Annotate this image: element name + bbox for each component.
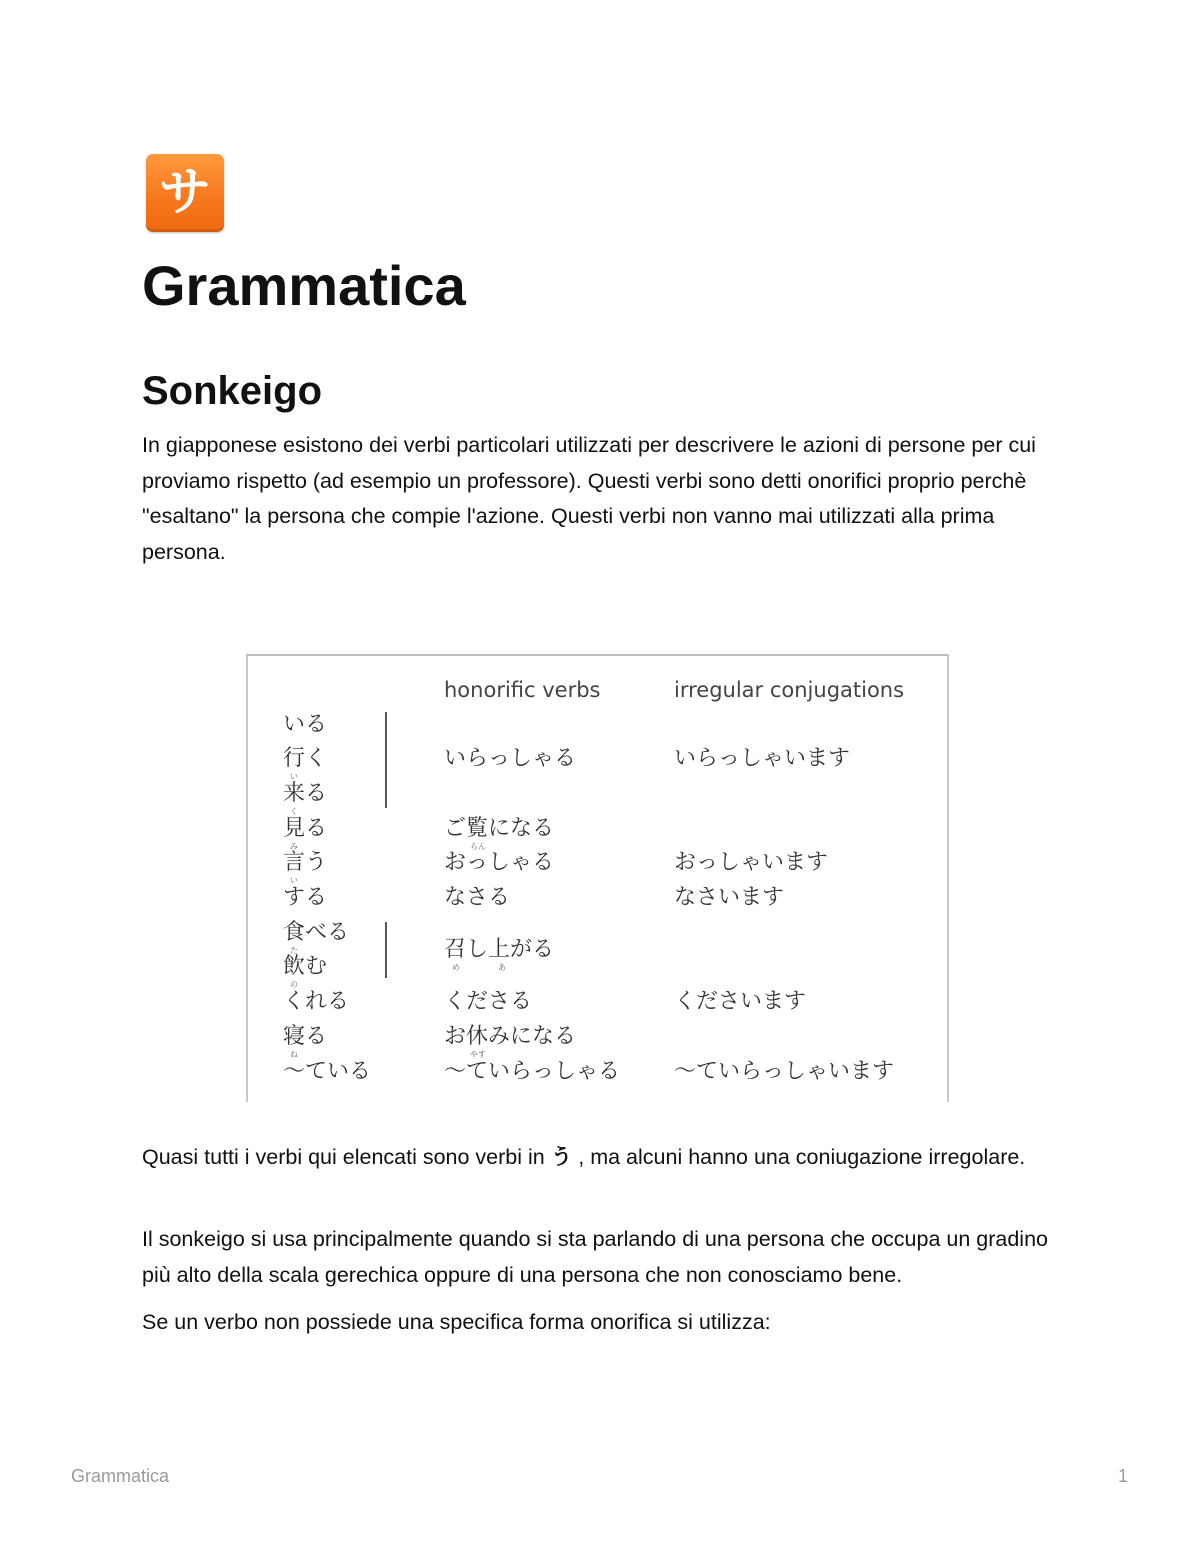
honorific-teirassharu: 〜ていらっしゃる <box>444 1059 621 1084</box>
page-title: Grammatica <box>142 254 466 317</box>
honorific-oyasumi-ni-naru: お休みになる <box>444 1024 577 1049</box>
irregular-irasshaimasu: いらっしゃいます <box>674 746 851 771</box>
verb-iru: いる <box>283 712 328 737</box>
furigana-meshi: め <box>452 963 460 972</box>
paragraph-u-verbs-after: , ma alcuni hanno una coniugazione irregolare. <box>578 1145 1026 1169</box>
column-header-irregular: irregular conjugations <box>674 678 905 702</box>
irregular-teirasshaimasu: 〜ていらっしゃいます <box>674 1059 895 1084</box>
verb-iu: 言う <box>283 850 328 875</box>
honorific-verbs-table <box>246 654 949 1102</box>
furigana-agaru: あ <box>498 963 506 972</box>
verb-suru: する <box>283 885 328 910</box>
paragraph-usage: Il sonkeigo si usa principalmente quando si sta parlando di una persona che occupa un gradino più alto della scala gerechica oppure di una persona che non conosciamo bene. <box>142 1227 1048 1287</box>
bracket-taberu-nomu <box>385 922 387 978</box>
column-header-honorific: honorific verbs <box>444 678 601 702</box>
verb-kuru: 来る <box>283 781 328 806</box>
verb-iku: 行く <box>283 746 328 771</box>
furigana-kuru: く <box>290 807 298 816</box>
honorific-goran-ni-naru: ご覧になる <box>444 816 555 841</box>
furigana-yasumi: やす <box>470 1050 486 1059</box>
verb-miru: 見る <box>283 816 328 841</box>
footer-title: Grammatica <box>71 1466 170 1486</box>
verb-nomu: 飲む <box>283 954 328 979</box>
paragraph-u-verbs <box>142 1140 1062 1176</box>
honorific-meshiagaru: 召し上がる <box>444 937 555 962</box>
irregular-osshaimasu: おっしゃいます <box>674 850 829 875</box>
honorific-kudasaru: くださる <box>444 989 533 1014</box>
honorific-nasaru: なさる <box>444 885 511 910</box>
paragraph-fallback: Se un verbo non possiede una specifica forma onorifica si utilizza: <box>142 1310 771 1334</box>
honorific-irassharu: いらっしゃる <box>444 746 577 771</box>
paragraph-u-verbs-before: Quasi tutti i verbi qui elencati sono verbi in <box>142 1145 545 1169</box>
verb-kureru: くれる <box>283 989 350 1014</box>
furigana-miru: み <box>290 842 298 851</box>
verb-teiru: 〜ている <box>283 1059 372 1084</box>
furigana-neru: ね <box>290 1050 298 1059</box>
footer-page-number: 1 <box>1117 1466 1128 1486</box>
irregular-nasaimasu: なさいます <box>674 885 785 910</box>
furigana-nomu: の <box>290 980 298 989</box>
katakana-sa-icon: サ <box>146 154 224 232</box>
furigana-goran: らん <box>470 842 486 851</box>
honorific-ossharu: おっしゃる <box>444 850 555 875</box>
furigana-iku: い <box>290 772 298 781</box>
section-heading: Sonkeigo <box>142 369 323 413</box>
verb-neru: 寝る <box>283 1024 328 1049</box>
furigana-taberu: た <box>290 946 298 955</box>
intro-paragraph: In giapponese esistono dei verbi particolari utilizzati per descrivere le azioni di persone per cui proviamo rispetto (ad esempio un professore). Questi verbi sono detti onorifici proprio perchè "esaltano" la persona che compie l'azione. Questi verbi non vanno mai utilizzati alla prima persona. <box>142 433 1036 564</box>
irregular-kudasaimasu: くださいます <box>674 989 807 1014</box>
furigana-iu: い <box>290 876 298 885</box>
verb-taberu: 食べる <box>283 920 350 945</box>
kana-u: う <box>550 1145 573 1170</box>
bracket-iru-kuru <box>385 712 387 808</box>
